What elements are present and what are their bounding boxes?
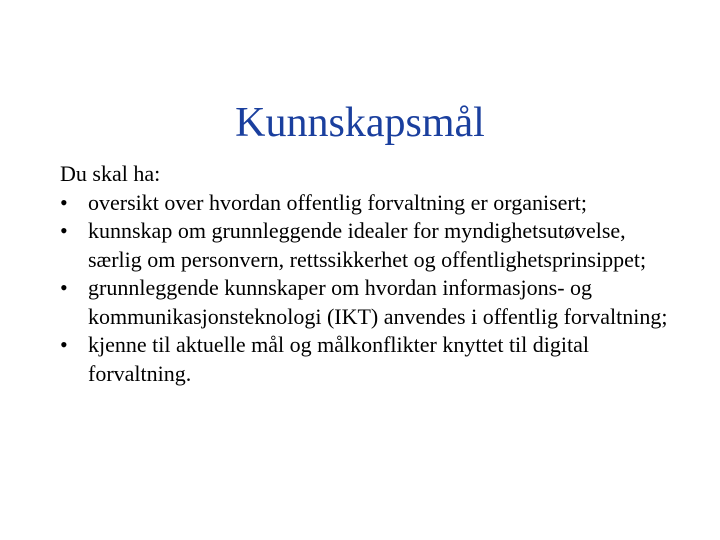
bullet-icon: • [60, 275, 68, 300]
bullet-item [60, 274, 680, 331]
bullet-list [60, 189, 680, 389]
bullet-item [60, 217, 680, 274]
bullet-text: oversikt over hvordan offentlig forvaltning er organisert; [88, 189, 587, 215]
bullet-text: kunnskap om grunnleggende idealer for myndighetsutøvelse, særlig om personvern, rettssikkerhet og offentlighetsprinsippet; [88, 218, 647, 272]
bullet-item [60, 189, 680, 218]
bullet-text: grunnleggende kunnskaper om hvordan informasjons- og kommunikasjonsteknologi (IKT) anvendes i offentlig forvaltning; [88, 275, 668, 329]
intro-text: Du skal ha: [60, 161, 161, 186]
slide-body [60, 160, 680, 388]
bullet-icon: • [60, 189, 68, 215]
bullet-text: kjenne til aktuelle mål og målkonflikter knyttet til digital forvaltning. [88, 332, 589, 386]
bullet-icon: • [60, 332, 68, 357]
bullet-item [60, 331, 680, 388]
bullet-icon: • [60, 218, 68, 243]
slide-title: Kunnskapsmål [235, 100, 485, 147]
